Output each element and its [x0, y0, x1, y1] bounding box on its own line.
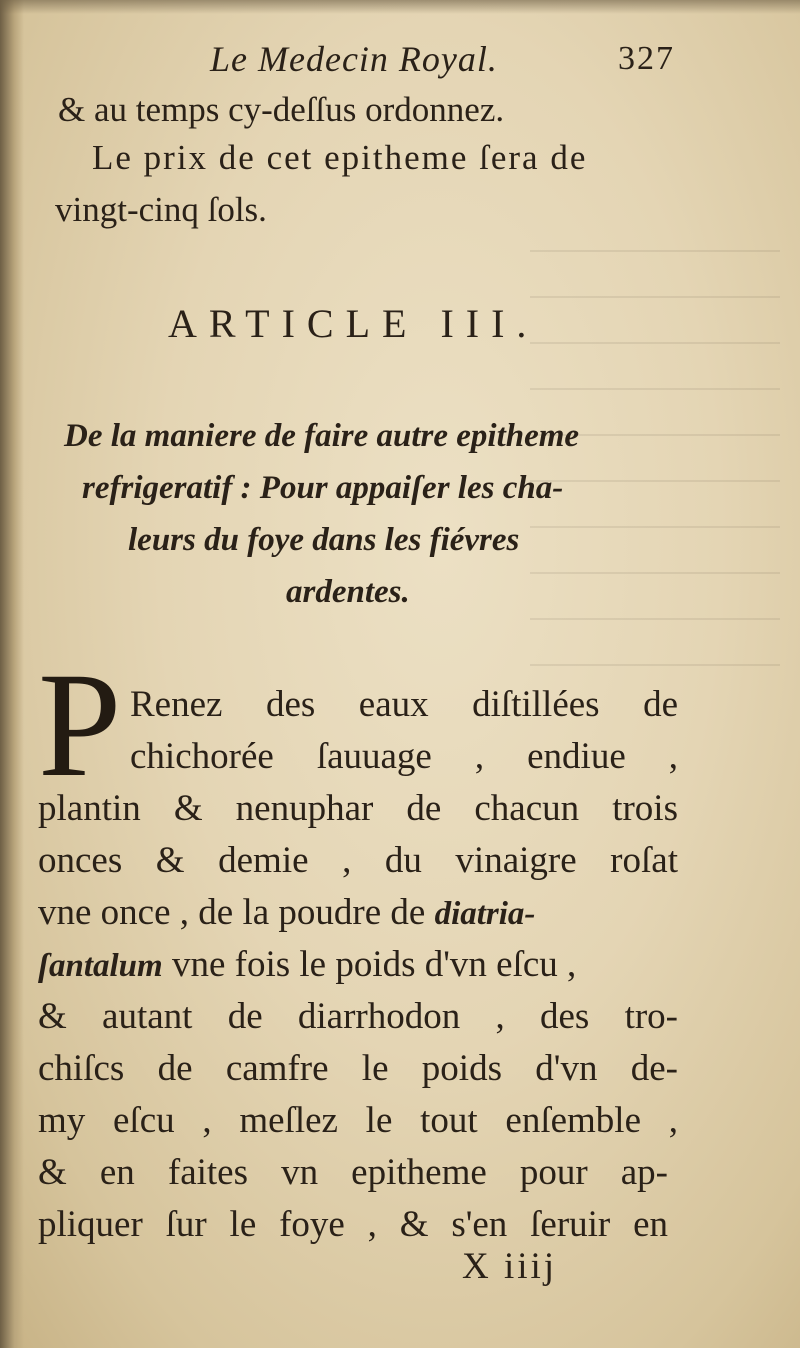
body-line	[38, 943, 576, 986]
article-title-line: refrigeratif : Pour appaiſer les cha-	[82, 470, 564, 506]
text-line: vingt-cinq ſols.	[55, 190, 267, 229]
page-edge-shadow	[0, 0, 24, 1348]
text-line: & au temps cy-deſſus ordonnez.	[58, 90, 505, 129]
body-line: chichorée ſauuage , endiue ,	[130, 736, 678, 777]
body-line: onces & demie , du vinaigre roſat	[38, 840, 678, 881]
body-line: pliquer ſur le foye , & s'en ſeruir en	[38, 1204, 668, 1245]
article-title-line: leurs du foye dans les fiévres	[128, 522, 520, 558]
text-line: Le prix de cet epitheme ſera de	[92, 138, 588, 177]
body-text: vne once , de la poudre de	[38, 892, 435, 933]
show-through-text	[530, 250, 780, 700]
body-line: chiſcs de camfre le poids d'vn de-	[38, 1048, 678, 1089]
body-line: & autant de diarrhodon , des tro-	[38, 996, 678, 1037]
page-number: 327	[618, 40, 675, 77]
body-line: Renez des eaux diſtillées de	[130, 684, 678, 725]
italic-term: ſantalum	[38, 948, 163, 984]
article-heading: ARTICLE III.	[168, 301, 539, 346]
body-text: vne fois le poids d'vn eſcu ,	[162, 944, 577, 985]
page-top-shadow	[0, 0, 800, 14]
body-line: plantin & nenuphar de chacun trois	[38, 788, 678, 829]
drop-cap: P	[38, 642, 122, 808]
catchword: X iiij	[462, 1246, 558, 1287]
body-line	[38, 891, 535, 934]
italic-term: diatria-	[434, 896, 536, 932]
article-title-line: ardentes.	[286, 574, 410, 610]
article-title-line: De la maniere de faire autre epitheme	[64, 418, 580, 454]
body-line: my eſcu , meſlez le tout enſemble ,	[38, 1100, 678, 1141]
running-head: Le Medecin Royal.	[210, 39, 498, 79]
body-line: & en faites vn epitheme pour ap-	[38, 1152, 668, 1193]
